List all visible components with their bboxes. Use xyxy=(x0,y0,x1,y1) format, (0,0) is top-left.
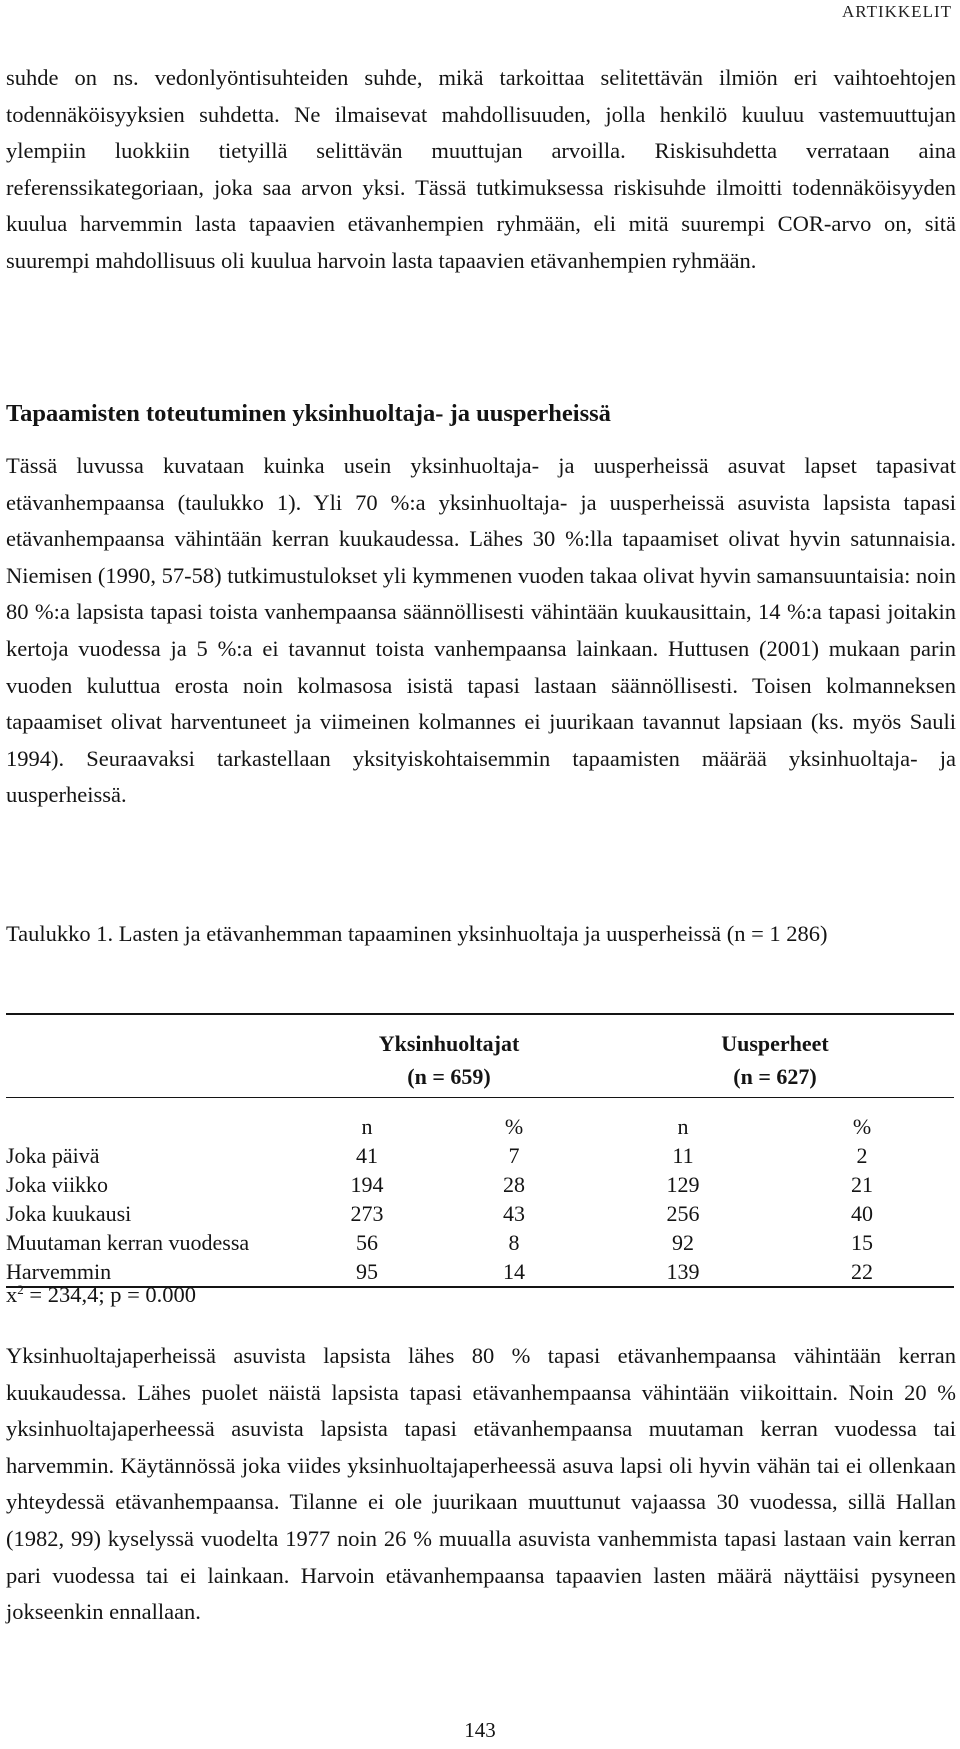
group-header-single-parent xyxy=(302,1014,596,1098)
table-container xyxy=(6,1013,954,1288)
chi-superscript: 2 xyxy=(17,1282,24,1297)
group-header-row xyxy=(6,1014,954,1098)
table-row xyxy=(6,1141,954,1170)
visitation-table xyxy=(6,1013,954,1288)
table-cell: 92 xyxy=(672,1230,694,1255)
table-cell: 40 xyxy=(851,1201,873,1226)
table-row xyxy=(6,1199,954,1228)
group-n: (n = 659) xyxy=(407,1064,491,1089)
table-cell: 256 xyxy=(666,1201,700,1226)
table-cell: 7 xyxy=(508,1143,520,1168)
column-header: % xyxy=(432,1098,596,1142)
row-label: Muutaman kerran vuodessa xyxy=(6,1230,250,1255)
row-label: Joka kuukausi xyxy=(6,1201,132,1226)
row-label: Harvemmin xyxy=(6,1259,112,1284)
table-caption: Taulukko 1. Lasten ja etävanhemman tapaaminen yksinhuoltaja ja uusperheissä (n = 1 286) xyxy=(6,921,828,946)
column-header: % xyxy=(770,1098,954,1142)
chi-symbol: x xyxy=(6,1282,18,1307)
group-name: Yksinhuoltajat xyxy=(378,1031,520,1056)
page-number: 143 xyxy=(464,1718,496,1742)
empty-header-cell xyxy=(6,1014,302,1098)
table-cell: 15 xyxy=(851,1230,873,1255)
table-cell: 43 xyxy=(503,1201,525,1226)
empty-header-cell xyxy=(6,1098,302,1142)
table-cell: 273 xyxy=(350,1201,384,1226)
intro-paragraph: suhde on ns. vedonlyöntisuhteiden suhde, mikä tarkoittaa selitettävän ilmiön eri vaihtoehtojen todennäköisyyksien suhdetta. Ne ilmaisevat mahdollisuuden, jolla henkilö kuuluu vastemuuttujan ylempiin luokkiin tietyillä selittävän muuttujan arvoilla. Riskisuhdetta verrataan aina referenssikategoriaan, joka saa arvon yksi. Tässä tutkimuksessa riskisuhde ilmoitti todennäköisyyden kuulua harvemmin lasta tapaavien etävanhempien ryhmään, eli mitä suurempi COR-arvo on, sitä suurempi mahdollisuus oli kuulua harvoin lasta tapaavien etävanhempien ryhmään. xyxy=(6,65,956,273)
column-header-row xyxy=(6,1098,954,1142)
chi-square-result xyxy=(6,1275,196,1310)
table-cell: 95 xyxy=(356,1259,378,1284)
table-cell: 2 xyxy=(856,1143,868,1168)
table-cell: 22 xyxy=(851,1259,873,1284)
table-cell: 129 xyxy=(666,1172,700,1197)
column-header: n xyxy=(302,1098,432,1142)
table-cell: 194 xyxy=(350,1172,384,1197)
table-cell: 56 xyxy=(356,1230,378,1255)
section-body-paragraph: Tässä luvussa kuvataan kuinka usein yksinhuoltaja- ja uusperheissä asuvat lapset tapasivat etävanhempaansa (taulukko 1). Yli 70 %:a yksinhuoltaja- ja uusperheissä asuvista lapsista tapasi etävanhempaansa vähintään kerran kuukaudessa. Lähes 30 %:lla tapaamiset olivat hyvin satunnaisia. Niemisen (1990, 57-58) tutkimustulokset yli kymmenen vuoden takaa olivat hyvin samansuuntaisia: noin 80 %:a lapsista tapasi toista vanhempaansa säännöllisesti vähintään kuukausittain, 14 %:a tapasi joitakin kertoja vuodessa ja 5 %:a ei tavannut toista vanhempaansa lainkaan. Huttusen (2001) mukaan parin vuoden kuluttua erosta noin kolmasosa isistä tapasi lastaan säännöllisesti. Toisen kolmanneksen tapaamiset olivat harventuneet ja viimeinen kolmannes ei juurikaan tavannut lapsiaan (ks. myös Sauli 1994). Seuraavaksi tarkastellaan yksityiskohtaisemmin tapaamisten määrää yksinhuoltaja- ja uusperheissä. xyxy=(6,453,956,808)
table-row xyxy=(6,1170,954,1199)
after-table-paragraph: Yksinhuoltajaperheissä asuvista lapsista lähes 80 % tapasi etävanhempaansa vähintään kerran kuukaudessa. Lähes puolet näistä lapsista tapasi etävanhempaansa vähintään viikoittain. Noin 20 % yksinhuoltajaperheessä asuvista lapsista tapasi etävanhempaansa muutaman kerran vuodessa tai harvemmin. Käytännössä joka viides yksinhuoltajaperheessä asuva lapsi oli hyvin vähän tai ei ollenkaan yhteydessä etävanhempaansa. Tilanne ei ole juurikaan muuttunut vajaassa 30 vuodessa, sillä Hallan (1982, 99) kyselyssä vuodelta 1977 noin 26 % muualla asuvista vanhemmista tapasi lastaan vain kerran pari vuodessa tai ei lainkaan. Harvoin etävanhempaansa tapaavien lasten määrä näyttäisi pysyneen jokseenkin ennallaan. xyxy=(6,1343,956,1625)
column-header: n xyxy=(596,1098,770,1142)
row-label: Joka päivä xyxy=(6,1143,100,1168)
table-cell: 139 xyxy=(666,1259,700,1284)
chi-value: = 234,4; p = 0.000 xyxy=(23,1282,197,1307)
group-n: (n = 627) xyxy=(733,1064,817,1089)
group-header-stepfamily xyxy=(596,1014,954,1098)
table-cell: 14 xyxy=(503,1259,525,1284)
running-header: ARTIKKELIT xyxy=(841,2,952,21)
table-cell: 8 xyxy=(508,1230,520,1255)
row-label: Joka viikko xyxy=(6,1172,109,1197)
section-heading: Tapaamisten toteutuminen yksinhuoltaja- ja uusperheissä xyxy=(6,400,611,427)
table-cell: 11 xyxy=(672,1143,694,1168)
table-row xyxy=(6,1228,954,1257)
table-cell: 41 xyxy=(356,1143,378,1168)
table-cell: 28 xyxy=(503,1172,525,1197)
group-name: Uusperheet xyxy=(721,1031,829,1056)
table-cell: 21 xyxy=(851,1172,873,1197)
